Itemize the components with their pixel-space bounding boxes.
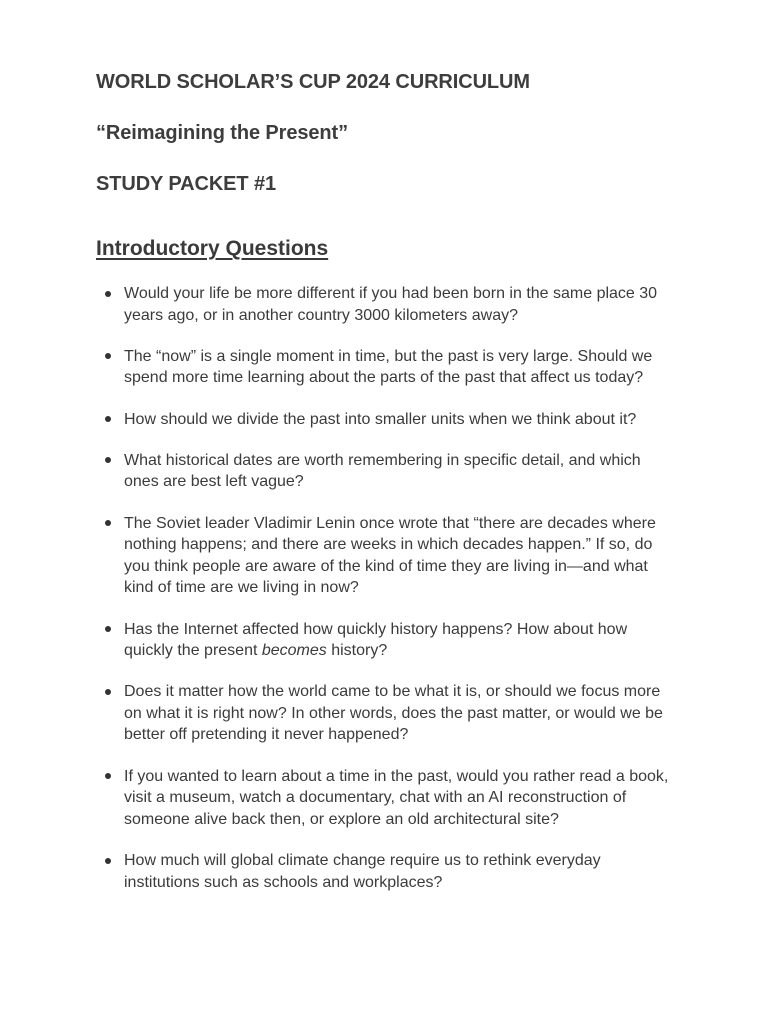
bullet-icon: [105, 520, 111, 526]
list-item: [96, 619, 676, 662]
question-text: Does it matter how the world came to be what it is, or should we focus more on what it is right now? In other words, does the past matter, or would we be better off pretending it never happened?: [124, 683, 663, 744]
question-text: How much will global climate change require us to rethink everyday institutions such as schools and workplaces?: [124, 852, 601, 891]
bullet-icon: [105, 457, 111, 463]
section-title: Introductory Questions: [96, 237, 329, 260]
bullet-icon: [105, 858, 111, 864]
question-text-before: Has the Internet affected how quickly history happens? How about how quickly the present: [124, 620, 628, 660]
question-text-after: history?: [326, 642, 388, 660]
list-item: [96, 681, 676, 746]
bullet-icon: [105, 626, 111, 632]
question-text: If you wanted to learn about a time in the past, would you rather read a book, visit a museum, watch a documentary, chat with an AI reconstruction of someone alive back then, or explore an old architectural site?: [124, 767, 669, 828]
question-list: [96, 283, 676, 913]
question-text: The Soviet leader Vladimir Lenin once wrote that “there are decades where nothing happens; and there are weeks in which decades happen.” If so, do you think people are aware of the kind of time they are living in—and what kind of time are we living in now?: [124, 514, 656, 597]
question-text: The “now” is a single moment in time, but the past is very large. Should we spend more time learning about the parts of the past that affect us today?: [124, 347, 653, 387]
list-item: [96, 513, 676, 599]
question-text: Would your life be more different if you had been born in the same place 30 years ago, or in another country 3000 kilometers away?: [124, 285, 658, 324]
curriculum-theme: “Reimagining the Present”: [96, 122, 348, 144]
question-text: How should we divide the past into smaller units when we think about it?: [124, 410, 637, 428]
document-title: WORLD SCHOLAR’S CUP 2024 CURRICULUM: [96, 71, 530, 93]
question-text-emphasis: becomes: [261, 642, 327, 660]
bullet-icon: [105, 291, 111, 297]
bullet-icon: [105, 773, 111, 779]
list-item: [96, 409, 676, 431]
list-item: [96, 766, 676, 831]
question-text: [124, 621, 627, 660]
list-item: [96, 850, 676, 893]
bullet-icon: [105, 353, 111, 359]
bullet-icon: [105, 416, 111, 422]
list-item: [96, 346, 676, 389]
list-item: [96, 450, 676, 493]
list-item: [96, 283, 676, 326]
bullet-icon: [105, 689, 111, 695]
packet-label: STUDY PACKET #1: [96, 173, 277, 195]
question-text: What historical dates are worth remembering in specific detail, and which ones are best left vague?: [124, 451, 641, 491]
